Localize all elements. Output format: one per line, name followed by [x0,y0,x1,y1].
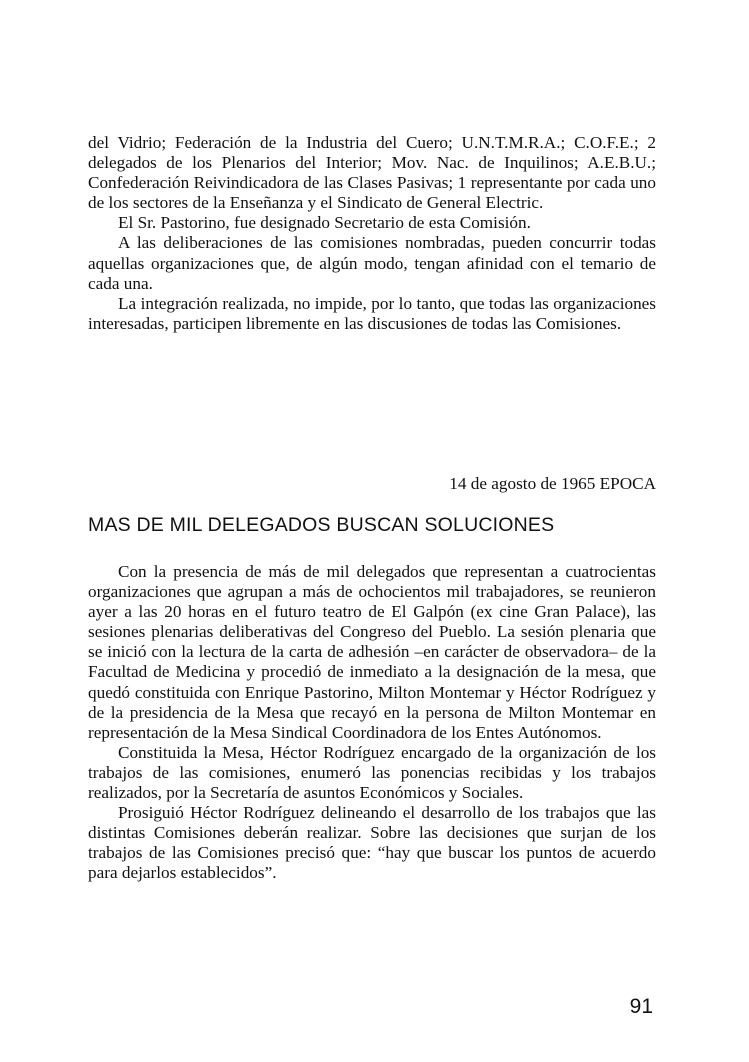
continued-text-section [88,133,656,334]
page-number: 91 [629,995,653,1018]
article-dateline: 14 de agosto de 1965 EPOCA [449,474,656,493]
article-paragraph-mesa: Constituida la Mesa, Héctor Rodríguez encargado de la organización de los trabajos de las comisiones, enumeró las ponencias recibidas y los trabajos realizados, por la Secretaría de asuntos Económicos y Sociales. [88,742,656,803]
paragraph-deliberations: A las deliberaciones de las comisiones nombradas, pueden concurrir todas aquellas organizaciones que, de algún modo, tengan afinidad con el temario de cada una. [88,233,656,293]
paragraph-integration: La integración realizada, no impide, por lo tanto, que todas las organizaciones interesadas, participen libremente en las discusiones de todas las Comisiones. [88,293,656,333]
article-body [88,562,656,884]
paragraph-continued-list: del Vidrio; Federación de la Industria del Cuero; U.N.T.M.R.A.; C.O.F.E.; 2 delegados de los Plenarios del Interior; Mov. Nac. de Inquilinos; A.E.B.U.; Confederación Reivindicadora de las Clases Pasivas; 1 representante por cada uno de los sectores de la Enseñanza y el Sindicato de General Electric. [88,133,656,213]
article-headline: MAS DE MIL DELEGADOS BUSCAN SOLUCIONES [88,514,555,536]
article-paragraph-conclusion: Prosiguió Héctor Rodríguez delineando el desarrollo de los trabajos que las distintas Comisiones deberán realizar. Sobre las decisiones que surjan de los trabajos de las Comisiones precisó que: “hay que buscar los puntos de acuerdo para dejarlos establecidos”. [88,803,656,883]
paragraph-pastorino-secretary: El Sr. Pastorino, fue designado Secretario de esta Comisión. [118,213,531,233]
article-paragraph-opening: Con la presencia de más de mil delegados que representan a cuatrocientas organizaciones que agrupan a más de ochocientos mil trabajadores, se reunieron ayer a las 20 horas en el futuro teatro de El Galpón (ex cine Gran Palace), las sesiones plenarias deliberativas del Congreso del Pueblo. La sesión plenaria que se inició con la lectura de la carta de adhesión –en carácter de observadora– de la Facultad de Medicina y procedió de inmediato a la designación de la mesa, que quedó constituida con Enrique Pastorino, Milton Montemar y Héctor Rodríguez y de la presidencia de la Mesa que recayó en la persona de Milton Montemar en representación de la Mesa Sindical Coordinadora de los Entes Autónomos. [88,562,656,742]
